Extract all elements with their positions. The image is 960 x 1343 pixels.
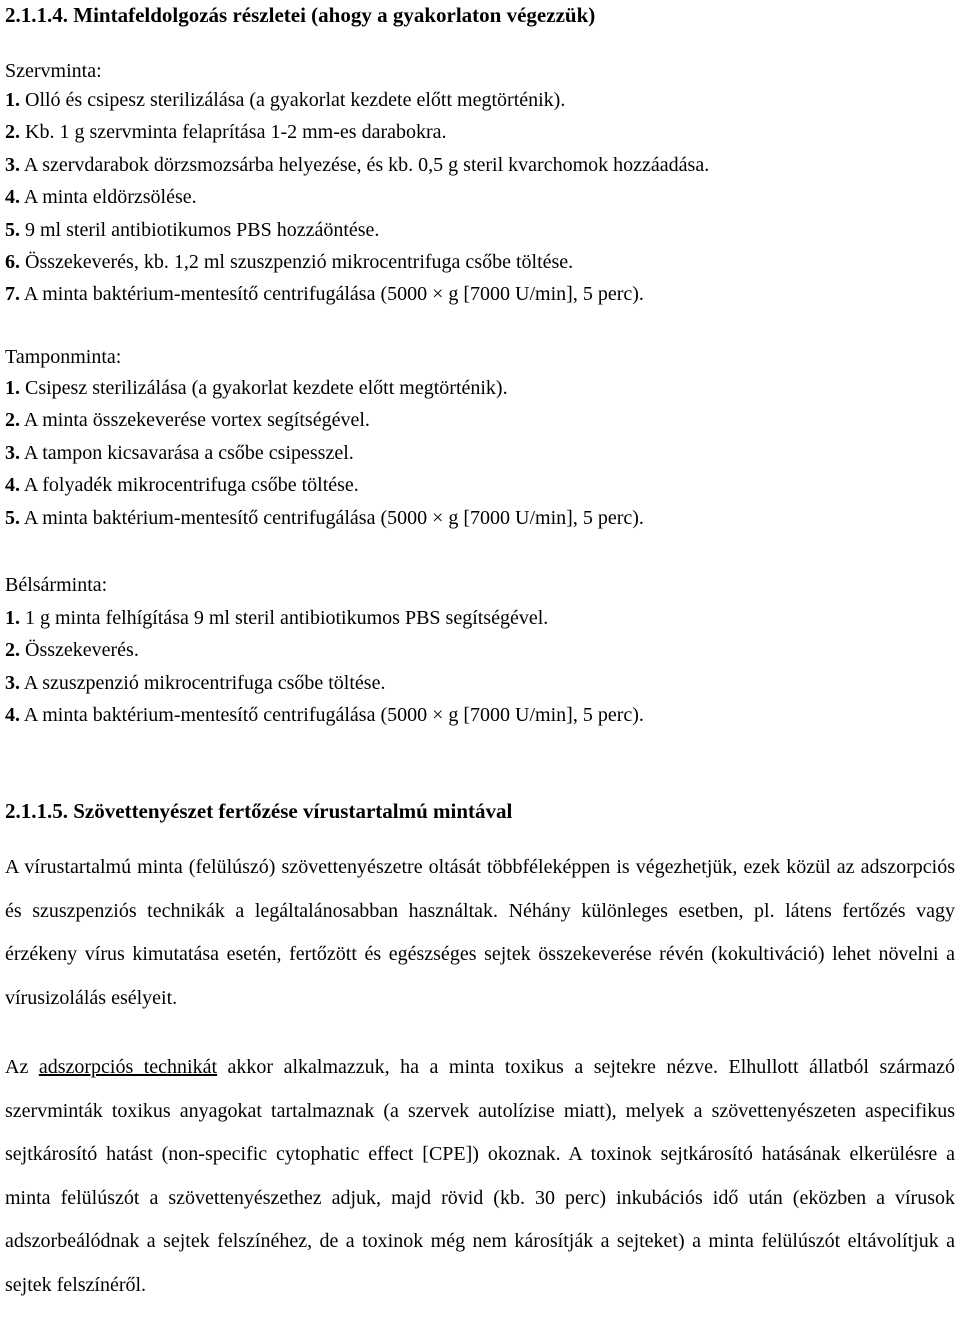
item-number: 3. [5, 671, 20, 694]
list-item [5, 372, 644, 404]
section-title-tamponminta: Tamponminta: [5, 346, 122, 368]
section-tamponminta [5, 342, 644, 534]
list-item [5, 149, 709, 181]
section-heading-2-1-1-4: 2.1.1.4. Mintafeldolgozás részletei (ahogy a gyakorlaton végezzük) [5, 3, 596, 27]
item-number: 4. [5, 474, 20, 497]
item-text: A tampon kicsavarása a csőbe csipesszel. [20, 441, 354, 464]
item-number: 2. [5, 639, 20, 662]
item-text: Összekeverés, kb. 1,2 ml szuszpenzió mikrocentrifuga csőbe töltése. [20, 251, 574, 274]
item-text: Kb. 1 g szervminta felaprítása 1-2 mm-es darabokra. [20, 121, 447, 144]
list-item [5, 84, 709, 116]
paragraph-text-rest: akkor alkalmazzuk, ha a minta toxikus a sejtekre nézve. Elhullott állatból származó szervminták toxikus anyagokat tartalmaznak (a szervek autolízise miatt), melyek a szövettenyészeten aspecifikus sejtkárosító hatást (non-specific cytophatic effect [CPE]) okoznak. A toxinok sejtkárosító hatásának elkerülésre a minta felülúszót a szövettenyészethez adjuk, majd rövid (kb. 30 perc) inkubációs idő után (eközben a vírusok adszorbeálódnak a sejtek felszínéhez, de a toxinok még nem károsítják a sejteket) a minta felülúszót eltávolítjuk a sejtek felszínéről. [5, 1056, 955, 1296]
item-text: A folyadék mikrocentrifuga csőbe töltése. [20, 474, 359, 497]
list-item [5, 214, 709, 246]
list-item [5, 116, 709, 148]
item-number: 5. [5, 506, 20, 529]
list-item [5, 437, 644, 469]
item-number: 5. [5, 218, 20, 241]
item-number: 7. [5, 283, 20, 306]
item-number: 3. [5, 441, 20, 464]
section-heading-2-1-1-5: 2.1.1.5. Szövettenyészet fertőzése vírustartalmú mintával [5, 799, 513, 823]
list-item [5, 699, 644, 731]
item-text: A szervdarabok dörzsmozsárba helyezése, és kb. 0,5 g steril kvarchomok hozzáadása. [20, 153, 710, 176]
item-text: 1 g minta felhígítása 9 ml steril antibiotikumos PBS segítségével. [20, 607, 549, 629]
item-text: Összekeverés. [20, 639, 139, 662]
list-item [5, 469, 644, 501]
list-item [5, 502, 644, 534]
list-item [5, 602, 644, 634]
item-number: 1. [5, 607, 20, 629]
section-belsarminta [5, 568, 644, 732]
item-number: 1. [5, 89, 20, 111]
item-text: A minta baktérium-mentesítő centrifugálása (5000 × g [7000 U/min], 5 perc). [20, 704, 644, 727]
paragraph-adsorption [5, 1046, 955, 1308]
item-text: A szuszpenzió mikrocentrifuga csőbe töltése. [20, 671, 386, 694]
list-item [5, 404, 644, 436]
item-text: A minta baktérium-mentesítő centrifugálása (5000 × g [7000 U/min], 5 perc). [20, 283, 644, 306]
paragraph-text-start: Az [5, 1056, 39, 1078]
item-text: A minta baktérium-mentesítő centrifugálása (5000 × g [7000 U/min], 5 perc). [20, 506, 644, 529]
paragraph-intro: A vírustartalmú minta (felülúszó) szövettenyészetre oltását többféleképpen is végezhetjük, ezek közül az adszorpciós és szuszpenziós technikák a legáltalánosabban használtak. Néhány különleges esetben, pl. látens fertőzés vagy érzékeny vírus kimutatása esetén, fertőzött és egészséges sejtek összekeverése révén (kokultiváció) lehet növelni a vírusizolálás esélyeit. [5, 856, 955, 1009]
item-number: 4. [5, 186, 20, 209]
item-number: 2. [5, 121, 20, 144]
section-szervminta [5, 58, 709, 311]
section-title-belsarminta: Bélsárminta: [5, 574, 108, 596]
list-item [5, 246, 709, 278]
item-text: A minta eldörzsölése. [20, 186, 197, 209]
list-item [5, 181, 709, 213]
item-text: 9 ml steril antibiotikumos PBS hozzáöntése. [20, 218, 380, 241]
item-text: Csipesz sterilizálása (a gyakorlat kezdete előtt megtörténik). [20, 377, 508, 399]
adsorption-technique-term: adszorpciós technikát [38, 1056, 218, 1078]
item-number: 1. [5, 377, 20, 399]
item-number: 4. [5, 704, 20, 727]
section-title-szervminta: Szervminta: [5, 60, 102, 82]
item-text: Olló és csipesz sterilizálása (a gyakorlat kezdete előtt megtörténik). [20, 89, 566, 111]
item-number: 3. [5, 153, 20, 176]
list-item [5, 278, 709, 310]
item-number: 6. [5, 251, 20, 274]
item-number: 2. [5, 409, 20, 432]
list-item [5, 667, 644, 699]
list-item [5, 634, 644, 666]
item-text: A minta összekeverése vortex segítségével. [20, 409, 370, 432]
